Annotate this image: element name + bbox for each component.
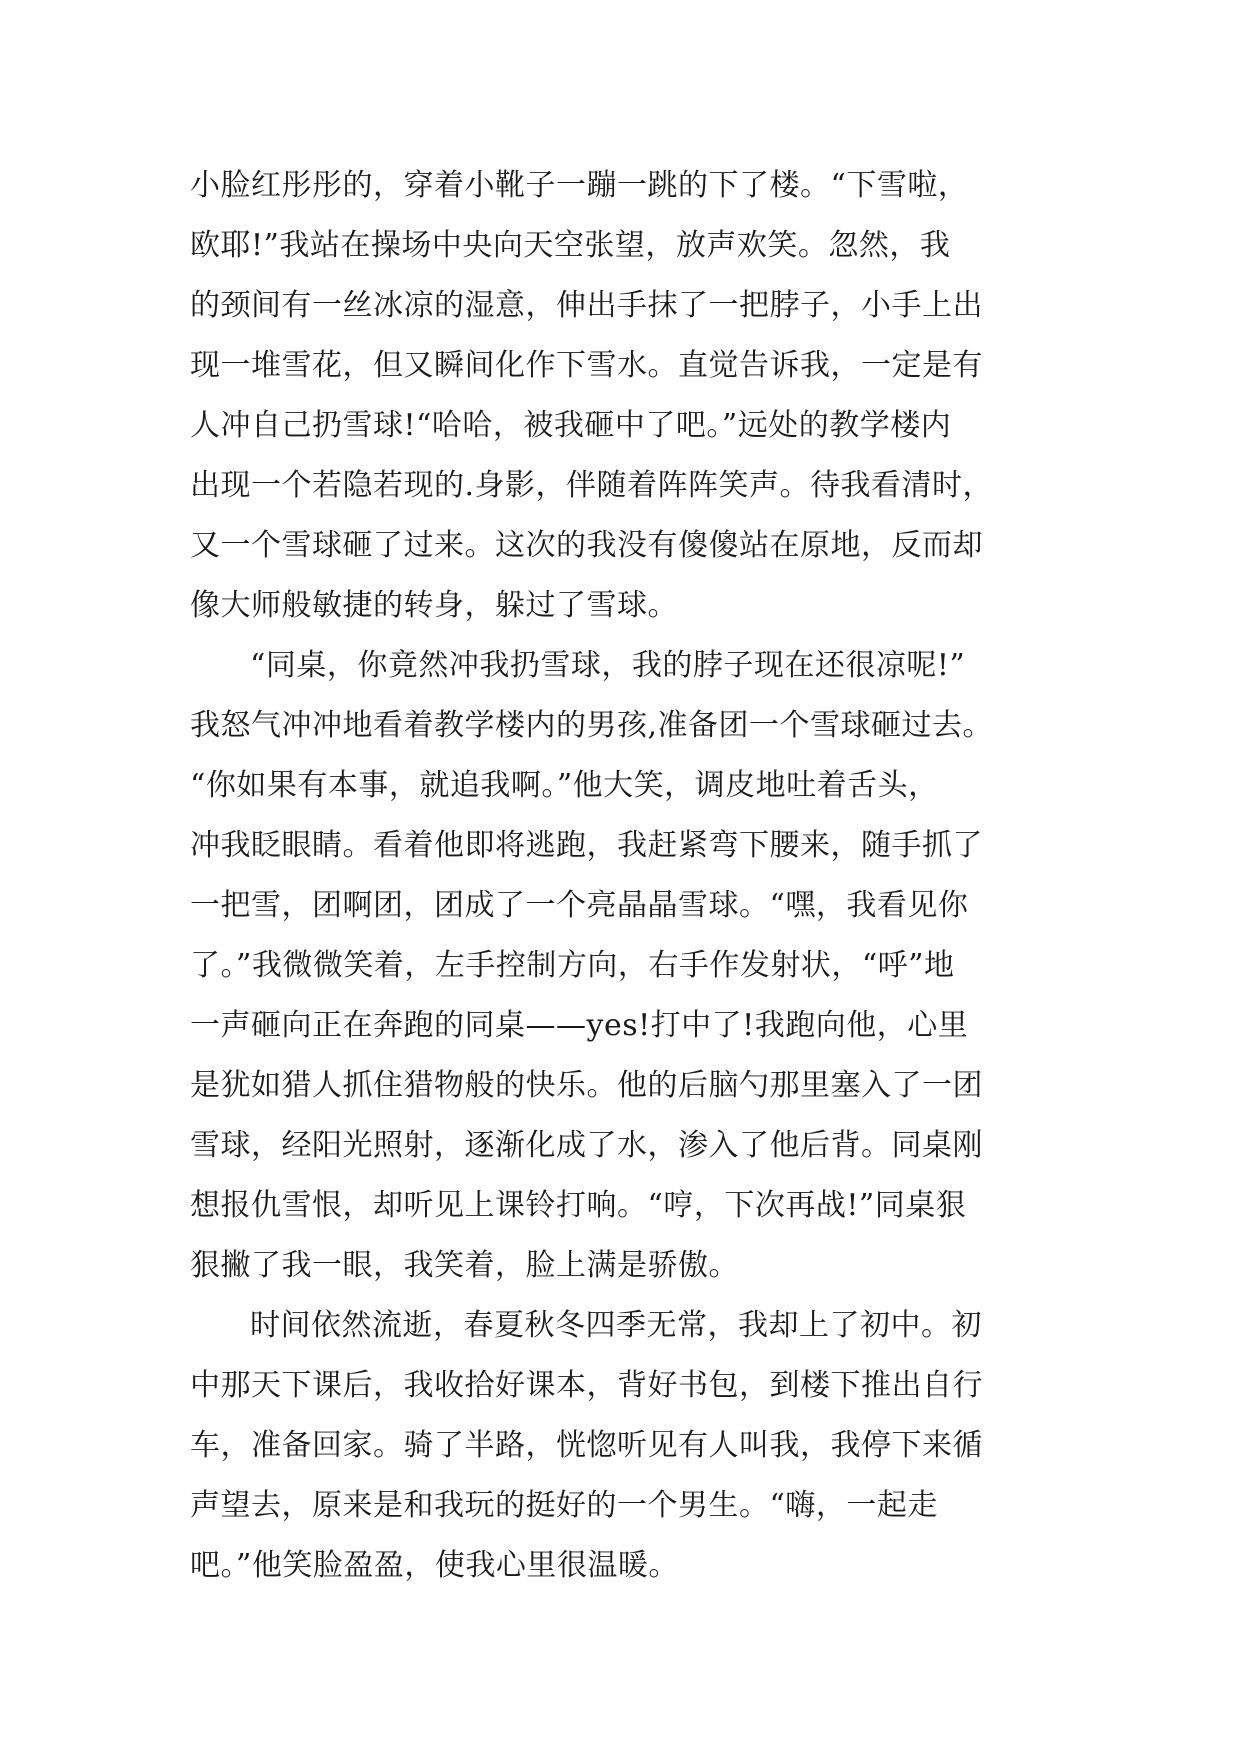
- paragraph-line: “你如果有本事，就追我啊。”他大笑，调皮地吐着舌头，: [190, 768, 939, 803]
- paragraph-line: 车，准备回家。骑了半路，恍惚听见有人叫我，我停下来循: [190, 1428, 983, 1463]
- paragraph-line: “同桌，你竟然冲我扔雪球，我的脖子现在还很凉呢!”: [250, 648, 966, 683]
- paragraph-3: [190, 1296, 1058, 1596]
- paragraph-line: 冲我眨眼睛。看着他即将逃跑，我赶紧弯下腰来，随手抓了: [190, 828, 983, 863]
- paragraph-1: [190, 156, 1058, 636]
- paragraph-line: 时间依然流逝，春夏秋冬四季无常，我却上了初中。初: [250, 1308, 982, 1343]
- paragraph-line: 想报仇雪恨，却听见上课铃打响。“哼，下次再战!”同桌狠: [190, 1188, 967, 1223]
- paragraph-line: 了。”我微微笑着，左手控制方向，右手作发射状，“呼”地: [190, 948, 955, 983]
- paragraph-line: 一声砸向正在奔跑的同桌——yes!打中了!我跑向他，心里: [190, 1008, 969, 1043]
- paragraph-line: 是犹如猎人抓住猎物般的快乐。他的后脑勺那里塞入了一团: [190, 1068, 983, 1103]
- paragraph-line: 一把雪，团啊团，团成了一个亮晶晶雪球。“嘿，我看见你: [190, 888, 969, 923]
- paragraph-line: 中那天下课后，我收拾好课本，背好书包，到楼下推出自行: [190, 1368, 983, 1403]
- paragraph-line: 出现一个若隐若现的.身影，伴随着阵阵笑声。待我看清时，: [190, 468, 994, 503]
- paragraph-line: 又一个雪球砸了过来。这次的我没有傻傻站在原地，反而却: [190, 528, 983, 563]
- paragraph-line: 小脸红彤彤的，穿着小靴子一蹦一跳的下了楼。“下雪啦，: [190, 168, 969, 203]
- paragraph-line: 声望去，原来是和我玩的挺好的一个男生。“嗨，一起走: [190, 1488, 938, 1523]
- paragraph-line: 雪球，经阳光照射，逐渐化成了水，渗入了他后背。同桌刚: [190, 1128, 983, 1163]
- paragraph-2: [190, 636, 1058, 1296]
- paragraph-line: 欧耶!”我站在操场中央向天空张望，放声欢笑。忽然，我: [190, 228, 951, 263]
- paragraph-line: 吧。”他笑脸盈盈，使我心里很温暖。: [190, 1548, 679, 1583]
- article-body: [190, 156, 1058, 1596]
- paragraph-line: 像大师般敏捷的转身，躲过了雪球。: [190, 588, 678, 623]
- paragraph-line: 我怒气冲冲地看着教学楼内的男孩,准备团一个雪球砸过去。: [190, 708, 994, 743]
- paragraph-line: 的颈间有一丝冰凉的湿意，伸出手抹了一把脖子，小手上出: [190, 288, 983, 323]
- paragraph-line: 人冲自己扔雪球!“哈哈，被我砸中了吧。”远处的教学楼内: [190, 408, 952, 443]
- paragraph-line: 现一堆雪花，但又瞬间化作下雪水。直觉告诉我，一定是有: [190, 348, 983, 383]
- paragraph-line: 狠撇了我一眼，我笑着，脸上满是骄傲。: [190, 1248, 739, 1283]
